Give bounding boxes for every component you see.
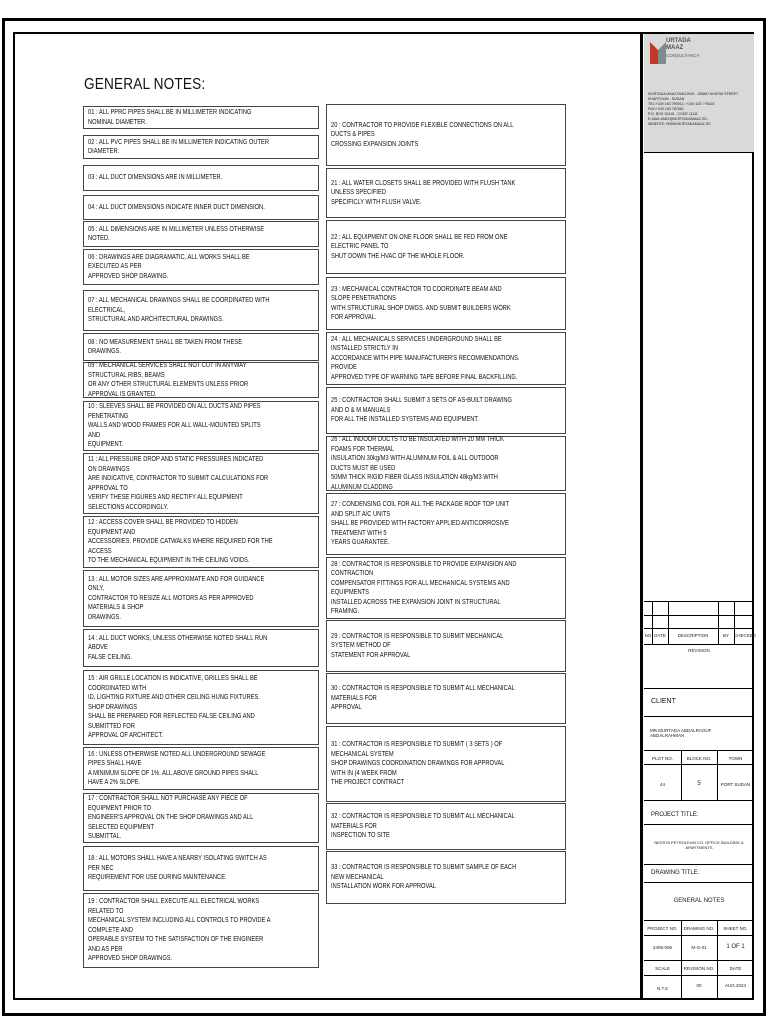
note-box bbox=[326, 277, 566, 330]
revision-label: REVISION bbox=[688, 648, 710, 653]
note-box bbox=[326, 726, 566, 802]
note-box bbox=[326, 387, 566, 434]
note-box bbox=[83, 165, 319, 191]
note-text: 06 : DRAWINGS ARE DIAGRAMATIC, ALL WORKS SHALL BE EXECUTED AS PER APPROVED SHOP DRAWING. bbox=[88, 253, 250, 280]
drawing-no-value: M-G-01 bbox=[691, 945, 707, 950]
logo-text bbox=[666, 38, 699, 59]
tb-line bbox=[644, 935, 754, 936]
note-text: 26 : ALL INDOOR DUCTS TO BE INSULATED WITH 20 MM THICK FOAMS FOR THERMAL INSULATION 30kg/M3 WITH ALUMINUM FOIL & ALL OUTDOOR DUCTS MUST BE USED 50MM THICK RIGID FIBER GLASS INSULATION 48kg/M3 WITH ALUMINUM CLADDING bbox=[331, 436, 504, 491]
revision-no-value: 00 bbox=[696, 983, 702, 988]
date-value: AUG.2024 bbox=[724, 983, 746, 988]
note-box bbox=[83, 747, 319, 790]
client-name: MR.MURTADA ABDALRAOUF ABDALRAHMAN bbox=[650, 728, 712, 738]
note-box bbox=[83, 221, 319, 247]
note-text: 27 : CONDENSING COIL FOR ALL THE PACKAGE ROOF TOP UNIT AND SPLIT A/C UNITS SHALL BE PROVIDED WITH FACTORY APPLIED ANTICORROSIVE TREATMENT WITH 5 YEARS GUARANTEE. bbox=[331, 501, 509, 547]
drawing-no-header: DRAWING NO. bbox=[683, 926, 715, 931]
tb-line bbox=[644, 800, 754, 801]
block-no-value: 5 bbox=[697, 781, 701, 787]
note-box bbox=[326, 104, 566, 166]
rev-line bbox=[644, 644, 754, 645]
note-box bbox=[326, 851, 566, 904]
note-text: 24 : ALL MECHANICALS SERVICES UNDERGROUND SHALL BE INSTALLED STRICTLY IN ACCORDANCE WITH PIPE MANUFACTURER'S RECOMMENDATIONS. PROVIDE APPROVED TYPE OF WARNING TAPE BEFORE FINAL BACKFILLING. bbox=[331, 335, 520, 381]
note-text: 15 : AIR GRILLE LOCATION IS INDICATIVE, GRILLES SHALL BE COORDINATED WITH ID, LIGHTING FIXTURE AND OTHER CEILING HUNG FIXTURES. SHOP DRAWINGS SHALL BE PREPARED FOR REFLECTED FALSE CEILING AND SUBMITTED FOR APPROVAL OF ARCHITECT. bbox=[88, 675, 260, 740]
town-header: TOWN bbox=[728, 756, 743, 761]
note-text: 19 : CONTRACTOR SHALL EXECUTE ALL ELECTRICAL WORKS RELATED TO MECHANICAL SYSTEM INCLUDING ALL CONTROLS TO PROVIDE A COMPLETE AND OPERABLE SYSTEM TO THE SATISFACTION OF THE ENGINEER AND AS PER APPROVED SHOP DRAWINGS. bbox=[88, 898, 271, 963]
revision-no-header: REVISION NO. bbox=[683, 966, 715, 971]
tb-line bbox=[644, 882, 754, 883]
rev-line bbox=[644, 601, 754, 602]
scale-value: N.T.S bbox=[656, 986, 668, 991]
note-box bbox=[326, 803, 566, 850]
note-text: 03 : ALL DUCT DIMENSIONS ARE IN MILLIMETER. bbox=[88, 174, 223, 182]
project-title: NESSTA PETROLEUM CO. OFFICE BUILDING & APARTMENTS bbox=[654, 840, 744, 850]
client-label: CLIENT bbox=[651, 698, 676, 705]
logo-name-2: MAAZ bbox=[666, 45, 684, 51]
note-text: 17 : CONTRACTOR SHALL NOT PURCHASE ANY PIECE OF EQUIPMENT PRIOR TO ENGINEER'S APPROVAL ON THE SHOP DRAWINGS AND ALL SELECTED EQUIPMENT SUBMITTAL. bbox=[88, 795, 254, 841]
project-no-header: PROJECT NO. bbox=[647, 926, 678, 931]
note-text: 18 : ALL MOTORS SHALL HAVE A NEARBY ISOLATING SWITCH AS PER NEC REQUIREMENT FOR USE DURING MAINTENANCE. bbox=[88, 855, 267, 882]
project-title-label: PROJECT TITLE: bbox=[651, 812, 699, 818]
note-text: 10 : SLEEVES SHALL BE PROVIDED ON ALL DUCTS AND PIPES PENETRATING WALLS AND WOOD FRAMES FOR ALL WALL-MOUNTED SPLITS AND EQUIPMENT. bbox=[88, 403, 261, 449]
note-box bbox=[83, 290, 319, 331]
note-text: 08 : NO MEASUREMENT SHALL BE TAKEN FROM THESE DRAWINGS. bbox=[88, 338, 243, 355]
rev-header-no: NO bbox=[644, 633, 652, 638]
note-box bbox=[83, 893, 319, 968]
tb-line bbox=[644, 864, 754, 865]
note-text: 22 : ALL EQUIPMENT ON ONE FLOOR SHALL BE FED FROM ONE ELECTRIC PANEL TO SHUT DOWN THE HVAC OF THE WHOLE FLOOR. bbox=[331, 233, 508, 260]
rev-header-checked: CHECKED bbox=[734, 633, 757, 638]
plot-no-header: PLOT NO. bbox=[652, 756, 673, 761]
note-box bbox=[83, 670, 319, 745]
tb-line bbox=[644, 764, 754, 765]
title-block-frame bbox=[642, 32, 757, 1000]
note-text: 02 : ALL PVC PIPES SHALL BE IN MILLIMETER INDICATING OUTER DIAMETER. bbox=[88, 138, 269, 155]
note-text: 05 : ALL DIMENSIONS ARE IN MILLIMETER UNLESS OTHERWISE NOTED. bbox=[88, 225, 265, 242]
note-text: 11 : ALL PRESSURE DROP AND STATIC PRESSURES INDICATED ON DRAWINGS ARE INDICATIVE, CONTRACTOR TO SUBMIT CALCULATIONS FOR APPROVAL TO VERIFY THESE FIGURES AND RECTIFY ALL EQUIPMENT SELECTIONS ACCORDINGLY. bbox=[88, 456, 269, 511]
sheet-no-header: SHEET NO. bbox=[723, 926, 748, 931]
logo-sub: CONSULTANCY bbox=[666, 53, 700, 58]
rev-header-description: DESCRIPTION bbox=[677, 633, 709, 638]
note-box bbox=[83, 249, 319, 285]
sheet-no-value: 1 OF 1 bbox=[726, 944, 745, 950]
note-text: 21 : ALL WATER CLOSETS SHALL BE PROVIDED WITH FLUSH TANK UNLESS SPECIFIED SPECIFICLY WITH FLUSH VALVE. bbox=[331, 179, 516, 206]
note-text: 04 : ALL DUCT DIMENSIONS INDICATE INNER DUCT DIMENSION. bbox=[88, 203, 265, 211]
note-box bbox=[83, 846, 319, 891]
scale-header: SCALE bbox=[655, 966, 670, 971]
rev-header-by: BY bbox=[722, 633, 729, 638]
note-box bbox=[326, 557, 566, 619]
note-text: 13 : ALL MOTOR SIZES ARE APPROXIMATE AND FOR GUIDANCE ONLY, CONTRACTOR TO RESIZE ALL MOTORS AS PER APPROVED MATERIALS & SHOP DRAWINGS. bbox=[88, 575, 265, 621]
note-box bbox=[83, 793, 319, 843]
note-text: 09 : MECHANICAL SERVICES SHALL NOT CUT IN ANYWAY STRUCTURAL RIBS, BEAMS OR ANY OTHER STRUCTURAL ELEMENTS UNLESS PRIOR APPROVAL IS GRANTED. bbox=[88, 362, 249, 398]
note-text: 01 : ALL PPRC PIPES SHALL BE IN MILLIMETER INDICATING NOMINAL DIAMETER. bbox=[88, 109, 252, 126]
note-text: 32 : CONTRACTOR IS RESPONSIBLE TO SUBMIT ALL MECHANICAL MATERIALS FOR INSPECTION TO SITE bbox=[331, 813, 515, 840]
company-logo-area bbox=[644, 34, 754, 153]
plot-no-value: 44 bbox=[659, 782, 665, 787]
note-box bbox=[83, 333, 319, 361]
note-text: 29 : CONTRACTOR IS RESPONSIBLE TO SUBMIT MECHANICAL SYSTEM METHOD OF STATEMENT FOR APPROVAL bbox=[331, 632, 504, 659]
note-text: 25 : CONTRACTOR SHALL SUBMIT 3 SETS OF AS-BUILT DRAWING AND O & M MANUALS FOR ALL THE INSTALLED SYSTEMS AND EQUIPMENT. bbox=[331, 397, 512, 424]
note-box bbox=[326, 168, 566, 218]
rev-header-date: DATE bbox=[654, 633, 666, 638]
drawing-title: GENERAL NOTES bbox=[673, 898, 725, 904]
tb-line bbox=[644, 750, 754, 751]
note-box bbox=[326, 673, 566, 724]
note-box bbox=[326, 220, 566, 274]
note-text: 20 : CONTRACTOR TO PROVIDE FLEXIBLE CONNECTIONS ON ALL DUCTS & PIPES CROSSING EXPANSION JOINTS bbox=[331, 121, 514, 148]
note-box bbox=[83, 629, 319, 667]
note-box bbox=[83, 570, 319, 627]
company-logo-icon bbox=[648, 40, 668, 66]
rev-line bbox=[644, 628, 754, 629]
note-box bbox=[83, 362, 319, 398]
note-text: 31 : CONTRACTOR IS RESPONSIBLE TO SUBMIT ( 3 SETS ) OF MECHANICAL SYSTEM SHOP DRAWINGS COORDINATION DRAWINGS FOR APPROVAL WITH IN (4 WEEK FROM THE PROJECT CONTRACT bbox=[331, 741, 505, 787]
block-no-header: BLOCK NO. bbox=[686, 756, 712, 761]
tb-line bbox=[644, 920, 754, 921]
note-text: 14 : ALL DUCT WORKS, UNLESS OTHERWISE NOTED SHALL RUN ABOVE FALSE CEILING. bbox=[88, 634, 268, 661]
tb-line bbox=[644, 688, 754, 689]
note-box bbox=[326, 436, 566, 491]
date-header: DATE bbox=[729, 966, 742, 971]
company-contact-info: MORTADA MAAZ BUILDING - OBAID KHATIM STREET KHARTOUM - SUDAN TEL:+249 183 790911 / +249 183 ??5024 FAX:+249 183 787681 P.O. BOX 10418 - CODE 11111 E-MAIL:MAIZ@MORTADAMAAZ.SD - WEBSITE: WWW.MORTADAMAAZ.SD bbox=[648, 92, 739, 126]
note-text: 12 : ACCESS COVER SHALL BE PROVIDED TO HIDDEN EQUIPMENT AND ACCESSORIES. PROVIDE CATWALKS WHERE REQUIRED FOR THE ACCESS TO THE MECHANICAL EQUIPMENT IN THE CEILING VOIDS. bbox=[88, 519, 273, 565]
note-box bbox=[326, 493, 566, 555]
drawing-title-label: DRAWING TITLE: bbox=[651, 870, 700, 876]
town-value: PORT SUDAN bbox=[720, 782, 751, 787]
logo-name-1: URTADA bbox=[666, 38, 691, 44]
note-text: 30 : CONTRACTOR IS RESPONSIBLE TO SUBMIT ALL MECHANICAL MATERIALS FOR APPROVAL bbox=[331, 685, 515, 712]
note-text: 23 : MECHANICAL CONTRACTOR TO COORDINATE BEAM AND SLOPE PENETRATIONS WITH STRUCTURAL SHOP DWGS. AND SUBMIT BUILDERS WORK FOR APPROVAL. bbox=[331, 285, 511, 321]
note-text: 28 : CONTRACTOR IS RESPONSIBLE TO PROVIDE EXPANSION AND CONTRACTION COMPENSATOR FITTINGS FOR ALL MECHANICAL SYSTEMS AND EQUIPMENTS INSTALLED ACROSS THE EXPANSION JOINT IN STRUCTURAL FRAMING. bbox=[331, 560, 517, 615]
project-no-value: 2405-006 bbox=[652, 945, 673, 950]
tb-line bbox=[644, 824, 754, 825]
note-box bbox=[326, 620, 566, 672]
note-box bbox=[83, 516, 319, 568]
note-box bbox=[83, 135, 319, 159]
tb-line bbox=[644, 975, 754, 976]
rev-line bbox=[644, 615, 754, 616]
note-box bbox=[83, 401, 319, 451]
note-box bbox=[83, 195, 319, 220]
note-text: 16 : UNLESS OTHERWISE NOTED ALL UNDERGROUND SEWAGE PIPES SHALL HAVE A MINIMUM SLOPE OF 1%. ALL ABOVE GROUND PIPES SHALL HAVE A 2% SLOPE. bbox=[88, 750, 266, 786]
note-box bbox=[83, 453, 319, 514]
note-text: 33 : CONTRACTOR IS RESPONSIBLE TO SUBMIT SAMPLE OF EACH NEW MECHANICAL INSTALLATION WORK FOR APPROVAL bbox=[331, 864, 517, 891]
page-title: GENERAL NOTES: bbox=[84, 76, 206, 93]
note-box bbox=[326, 332, 566, 385]
tb-line bbox=[644, 716, 754, 717]
note-text: 07 : ALL MECHANICAL DRAWINGS SHALL BE COORDINATED WITH ELECTRICAL, STRUCTURAL AND ARCHITECTURAL DRAWINGS. bbox=[88, 297, 270, 324]
note-box bbox=[83, 106, 319, 129]
tb-line bbox=[644, 960, 754, 961]
